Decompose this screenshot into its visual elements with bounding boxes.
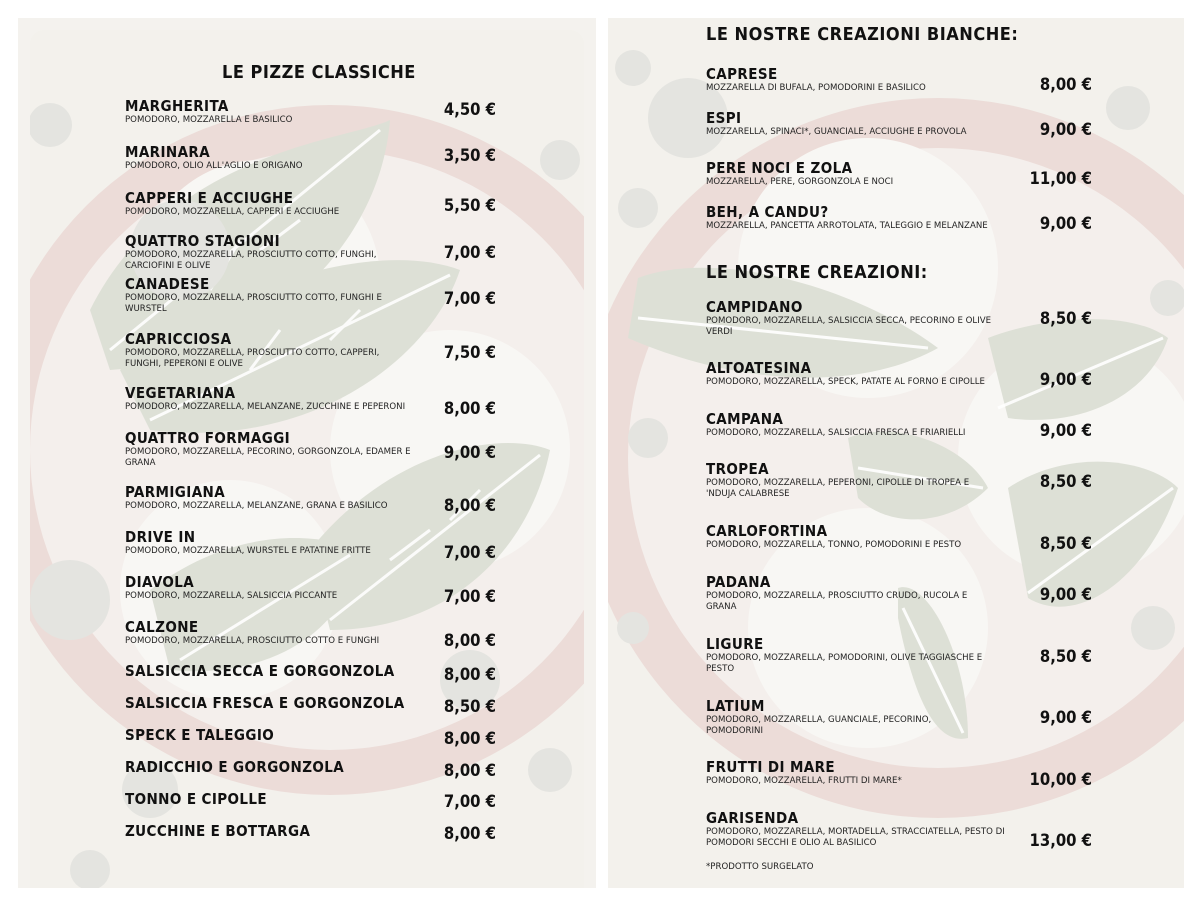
pizza-ingredients: POMODORO, MOZZARELLA, FRUTTI DI MARE*	[706, 776, 902, 786]
pizza-price: 7,00 €	[443, 289, 496, 308]
pizza-ingredients: POMODORO, MOZZARELLA, TONNO, POMODORINI E PESTO	[706, 540, 962, 550]
pizza-name: ZUCCHINE E BOTTARGA	[125, 822, 311, 840]
pizza-ingredients: POMODORO, MOZZARELLA, CAPPERI E ACCIUGHE	[125, 207, 340, 217]
pizza-ingredients: POMODORO, MOZZARELLA, PROSCIUTTO CRUDO, RUCOLA E GRANA	[706, 591, 968, 612]
menu-item-classic-13	[125, 663, 395, 680]
pizza-name: CAMPANA	[706, 410, 784, 428]
menu-item-classic-11	[125, 574, 425, 602]
pizza-ingredients: POMODORO, MOZZARELLA, SPECK, PATATE AL FORNO E CIPOLLE	[706, 377, 985, 387]
pizza-price: 8,00 €	[1039, 75, 1092, 94]
pizza-name: PERE NOCI E ZOLA	[706, 159, 853, 177]
pizza-name: SALSICCIA FRESCA E GORGONZOLA	[125, 694, 405, 712]
pizza-price: 8,50 €	[1039, 309, 1092, 328]
pizza-name: LATIUM	[706, 697, 765, 715]
pizza-name: SALSICCIA SECCA E GORGONZOLA	[125, 662, 395, 680]
pizza-name: VEGETARIANA	[125, 384, 236, 402]
pizza-ingredients: POMODORO, MOZZARELLA, PROSCIUTTO COTTO, CAPPERI, FUNGHI, PEPERONI E OLIVE	[125, 348, 380, 369]
pizza-name: RADICCHIO E GORGONZOLA	[125, 758, 345, 776]
pizza-price: 10,00 €	[1029, 770, 1092, 789]
pizza-name: MARINARA	[125, 143, 211, 161]
menu-item-classic-2	[125, 144, 405, 172]
pizza-name: CARLOFORTINA	[706, 522, 828, 540]
pizza-price: 7,00 €	[443, 243, 496, 262]
pizza-price: 4,50 €	[443, 100, 496, 119]
pizza-price: 3,50 €	[443, 146, 496, 165]
menu-item-white-4	[706, 204, 1006, 232]
menu-item-creation-6	[706, 574, 981, 612]
menu-item-classic-9	[125, 484, 425, 512]
pizza-ingredients: POMODORO, OLIO ALL'AGLIO E ORIGANO	[125, 161, 303, 171]
pizza-ingredients: MOZZARELLA, PANCETTA ARROTOLATA, TALEGGIO E MELANZANE	[706, 221, 988, 231]
menu-item-creation-9	[706, 759, 996, 787]
menu-item-classic-7	[125, 385, 425, 413]
pizza-ingredients: POMODORO, MOZZARELLA, POMODORINI, OLIVE TAGGIASCHE E PESTO	[706, 653, 983, 674]
menu-item-classic-16	[125, 759, 344, 776]
menu-item-creation-5	[706, 523, 996, 551]
pizza-ingredients: POMODORO, MOZZARELLA, PROSCIUTTO COTTO, FUNGHI E WURSTEL	[125, 293, 382, 314]
pizza-ingredients: POMODORO, MOZZARELLA E BASILICO	[125, 115, 293, 125]
pizza-name: ESPI	[706, 109, 742, 127]
pizza-name: CANADESE	[125, 275, 210, 293]
pizza-name: CAPPERI E ACCIUGHE	[125, 189, 294, 207]
pizza-price: 9,00 €	[1039, 585, 1092, 604]
white-creations-title: LE NOSTRE CREAZIONI BIANCHE:	[706, 24, 1019, 45]
special-pizzas-page	[608, 18, 1184, 888]
pizza-name: QUATTRO FORMAGGI	[125, 429, 291, 447]
pizza-price: 8,00 €	[443, 824, 496, 843]
pizza-name: FRUTTI DI MARE	[706, 758, 836, 776]
pizza-ingredients: POMODORO, MOZZARELLA, MORTADELLA, STRACCIATELLA, PESTO DI POMODORI SECCHI E OLIO AL BASILICO	[706, 827, 1005, 848]
pizza-price: 8,00 €	[443, 496, 496, 515]
pizza-ingredients: POMODORO, MOZZARELLA, PECORINO, GORGONZOLA, EDAMER E GRANA	[125, 447, 411, 468]
pizza-name: TROPEA	[706, 460, 770, 478]
pizza-ingredients: POMODORO, MOZZARELLA, MELANZANE, ZUCCHINE E PEPERONI	[125, 402, 406, 412]
pizza-ingredients: POMODORO, MOZZARELLA, PROSCIUTTO COTTO E FUNGHI	[125, 636, 380, 646]
pizza-ingredients: POMODORO, MOZZARELLA, MELANZANE, GRANA E BASILICO	[125, 501, 388, 511]
pizza-price: 7,00 €	[443, 587, 496, 606]
pizza-ingredients: MOZZARELLA, PERE, GORGONZOLA E NOCI	[706, 177, 894, 187]
pizza-name: SPECK E TALEGGIO	[125, 726, 275, 744]
pizza-name: QUATTRO STAGIONI	[125, 232, 281, 250]
pizza-price: 9,00 €	[1039, 708, 1092, 727]
classic-pizzas-card	[30, 30, 584, 888]
pizza-background-illustration-right	[608, 18, 1184, 888]
menu-item-classic-3	[125, 190, 405, 218]
menu-item-white-2	[706, 110, 1006, 138]
pizza-price: 8,00 €	[443, 399, 496, 418]
menu-item-classic-4	[125, 233, 395, 271]
pizza-name: PADANA	[706, 573, 771, 591]
menu-item-classic-1	[125, 98, 405, 126]
menu-item-creation-10	[706, 810, 1006, 848]
pizza-price: 8,50 €	[1039, 647, 1092, 666]
menu-item-creation-8	[706, 698, 946, 736]
menu-item-classic-12	[125, 619, 425, 647]
pizza-ingredients: POMODORO, MOZZARELLA, PROSCIUTTO COTTO, FUNGHI, CARCIOFINI E OLIVE	[125, 250, 377, 271]
classic-pizzas-title: LE PIZZE CLASSICHE	[222, 62, 416, 83]
classic-pizzas-page	[18, 18, 596, 888]
pizza-ingredients: POMODORO, MOZZARELLA, GUANCIALE, PECORINO, POMODORINI	[706, 715, 932, 736]
pizza-name: TONNO E CIPOLLE	[125, 790, 268, 808]
pizza-name: MARGHERITA	[125, 97, 229, 115]
menu-item-classic-6	[125, 331, 395, 369]
pizza-price: 8,50 €	[443, 697, 496, 716]
menu-item-creation-1	[706, 299, 996, 337]
pizza-price: 9,00 €	[1039, 370, 1092, 389]
pizza-price: 8,00 €	[443, 631, 496, 650]
pizza-price: 8,00 €	[443, 761, 496, 780]
frozen-product-note: *PRODOTTO SURGELATO	[706, 862, 814, 872]
pizza-price: 7,00 €	[443, 543, 496, 562]
pizza-price: 9,00 €	[443, 443, 496, 462]
pizza-price: 8,50 €	[1039, 534, 1092, 553]
menu-item-classic-15	[125, 727, 274, 744]
menu-item-white-3	[706, 160, 1006, 188]
pizza-price: 8,00 €	[443, 665, 496, 684]
pizza-price: 7,00 €	[443, 792, 496, 811]
menu-item-classic-8	[125, 430, 415, 468]
pizza-price: 9,00 €	[1039, 421, 1092, 440]
creations-title: LE NOSTRE CREAZIONI:	[706, 262, 928, 283]
menu-item-creation-7	[706, 636, 996, 674]
pizza-ingredients: MOZZARELLA, SPINACI*, GUANCIALE, ACCIUGHE E PROVOLA	[706, 127, 967, 137]
pizza-ingredients: MOZZARELLA DI BUFALA, POMODORINI E BASILICO	[706, 83, 926, 93]
pizza-name: BEH, A CANDU?	[706, 203, 829, 221]
menu-item-classic-18	[125, 823, 310, 840]
pizza-price: 8,50 €	[1039, 472, 1092, 491]
pizza-name: PARMIGIANA	[125, 483, 226, 501]
menu-item-classic-10	[125, 529, 425, 557]
pizza-ingredients: POMODORO, MOZZARELLA, SALSICCIA PICCANTE	[125, 591, 338, 601]
pizza-price: 13,00 €	[1029, 831, 1092, 850]
pizza-price: 7,50 €	[443, 343, 496, 362]
menu-item-white-1	[706, 66, 1006, 94]
pizza-ingredients: POMODORO, MOZZARELLA, SALSICCIA SECCA, PECORINO E OLIVE VERDI	[706, 316, 992, 337]
pizza-price: 8,00 €	[443, 729, 496, 748]
pizza-name: LIGURE	[706, 635, 764, 653]
pizza-name: CALZONE	[125, 618, 199, 636]
pizza-price: 5,50 €	[443, 196, 496, 215]
menu-item-creation-4	[706, 461, 981, 499]
pizza-ingredients: POMODORO, MOZZARELLA, PEPERONI, CIPOLLE DI TROPEA E 'NDUJA CALABRESE	[706, 478, 970, 499]
menu-item-classic-17	[125, 791, 267, 808]
pizza-name: GARISENDA	[706, 809, 799, 827]
pizza-name: CAPRESE	[706, 65, 778, 83]
pizza-name: CAPRICCIOSA	[125, 330, 232, 348]
pizza-ingredients: POMODORO, MOZZARELLA, SALSICCIA FRESCA E FRIARIELLI	[706, 428, 966, 438]
pizza-name: CAMPIDANO	[706, 298, 803, 316]
menu-item-creation-3	[706, 411, 996, 439]
pizza-price: 11,00 €	[1029, 169, 1092, 188]
menu-item-classic-5	[125, 276, 395, 314]
pizza-price: 9,00 €	[1039, 120, 1092, 139]
pizza-price: 9,00 €	[1039, 214, 1092, 233]
pizza-ingredients: POMODORO, MOZZARELLA, WURSTEL E PATATINE FRITTE	[125, 546, 371, 556]
pizza-name: DIAVOLA	[125, 573, 195, 591]
pizza-name: DRIVE IN	[125, 528, 196, 546]
menu-item-creation-2	[706, 360, 996, 388]
pizza-name: ALTOATESINA	[706, 359, 812, 377]
menu-item-classic-14	[125, 695, 405, 712]
